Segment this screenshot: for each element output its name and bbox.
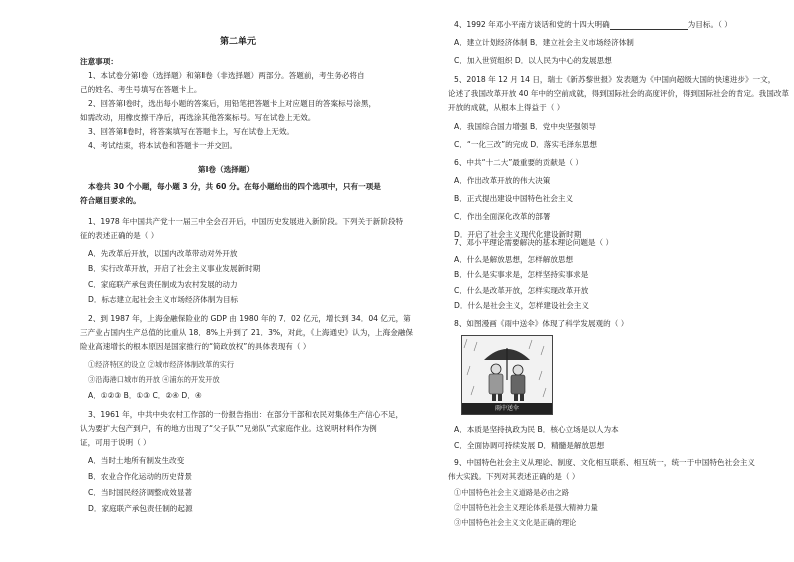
question-stem: 征的表述正确的是（ ） — [80, 231, 159, 240]
option: C．作出全面深化改革的部署 — [454, 212, 551, 221]
option: D．家庭联产承包责任制的起源 — [88, 504, 193, 513]
notice-line: 2、回答第Ⅰ卷时，选出每小题的答案后，用铅笔把答题卡上对应题目的答案标号涂黑， — [88, 99, 377, 108]
item-list: ①中国特色社会主义道路是必由之路 — [454, 488, 570, 497]
question-stem: 证，可用于说明（ ） — [80, 438, 151, 447]
question-stem — [454, 20, 732, 30]
option: B．农业合作化运动的历史背景 — [88, 472, 192, 481]
notice-line: 3、回答第Ⅱ卷时，将答案填写在答题卡上，写在试卷上无效。 — [88, 127, 295, 136]
option: B．实行改革开放，开启了社会主义事业发展新时期 — [88, 264, 261, 273]
question-stem: 认为要扩大包产到户，有的地方出现了“父子队”“兄弟队”式家庭作业。这说明材料作为例 — [80, 424, 377, 433]
question-stem: 5、2018 年 12 月 14 日，瑞士《新苏黎世报》发表题为《中国向超级大国的快速进步》一文， — [454, 75, 776, 84]
cartoon-caption: 雨中送伞 — [462, 403, 552, 414]
question-stem: 9、中国特色社会主义从理论、制度、文化相互联系、相互统一，统一于中国特色社会主义 — [454, 458, 755, 467]
option: D．什么是社会主义，怎样建设社会主义 — [454, 301, 589, 310]
option: A．建立计划经济体制 B．建立社会主义市场经济体制 — [454, 38, 634, 47]
section-intro: 本卷共 30 个小题，每小题 3 分，共 60 分。在每小题给出的四个选项中，只有一项是 — [88, 182, 381, 191]
option: B．什么是实事求是，怎样坚持实事求是 — [454, 270, 589, 279]
option: C．家庭联产承包责任制成为农村发展的动力 — [88, 280, 238, 289]
stem-prefix: 4、1992 年邓小平南方谈话和党的十四大明确 — [454, 20, 610, 29]
question-stem: 三产业占国内生产总值的比重从 18．8%上升到了 21．3%，对此，《上海通史》认为，上海金融保 — [80, 328, 414, 337]
question-stem: 8、如图漫画《雨中送伞》体现了科学发展观的（ ） — [454, 319, 629, 328]
question-stem: 6、中共“十二大”最重要的贡献是（ ） — [454, 158, 584, 167]
question-stem: 伟大实践。下列对其表述正确的是（ ） — [448, 472, 580, 481]
item-list: ②中国特色社会主义理论体系是强大精神力量 — [454, 503, 598, 512]
option: A．本质是坚持执政为民 B．核心立场是以人为本 — [454, 425, 619, 434]
option: A．作出改革开放的伟大决策 — [454, 176, 551, 185]
option: A．先改革后开放，以国内改革带动对外开放 — [88, 249, 238, 258]
item-list: ①经济特区的设立 ②城市经济体制改革的实行 — [88, 360, 235, 369]
question-stem: 3、1961 年，中共中央农村工作部的一份报告指出：在部分干部和农民对集体生产信心不足， — [88, 410, 404, 419]
option: C．什么是改革开放，怎样实现改革开放 — [454, 286, 589, 295]
option: D．标志建立起社会主义市场经济体制为目标 — [88, 295, 239, 304]
option: A．我国综合国力增强 B．党中央坚强领导 — [454, 122, 596, 131]
stem-suffix: 为目标。（ ） — [687, 20, 732, 29]
answer-blank — [610, 21, 688, 30]
cartoon-image — [461, 335, 553, 415]
option: D．开启了社会主义现代化建设新时期 — [454, 230, 582, 239]
section-title: 第Ⅰ卷（选择题） — [198, 165, 254, 174]
section-intro: 符合题目要求的。 — [80, 196, 141, 205]
question-stem: 论述了我国改革开放 40 年中的空前成就，得到国际社会的高度评价，得到国际社会的肯定。我国改革 — [448, 89, 790, 98]
option: C．加入世贸组织 D．以人民为中心的发展思想 — [454, 56, 612, 65]
notice-heading: 注意事项： — [80, 57, 118, 66]
question-stem: 7、邓小平理论需要解决的基本理论问题是（ ） — [454, 238, 614, 247]
item-list: ③中国特色社会主义文化是正确的理论 — [454, 518, 577, 527]
option: A．什么是解放思想，怎样解放思想 — [454, 255, 574, 264]
notice-line: 如需改动，用橡皮擦干净后，再选涂其他答案标号。写在试卷上无效。 — [80, 113, 316, 122]
notice-line: 1、本试卷分第Ⅰ卷（选择题）和第Ⅱ卷（非选择题）两部分。答题前，考生务必将自 — [88, 71, 365, 80]
option: C．当时国民经济调整成效显著 — [88, 488, 193, 497]
option: C．“一化三改”的完成 D．落实毛泽东思想 — [454, 140, 597, 149]
notice-line: 己的姓名、考生号填写在答题卡上。 — [80, 85, 202, 94]
option: C．全面协调可持续发展 D．精髓是解放思想 — [454, 441, 605, 450]
question-stem: 开放的成就，从根本上得益于（ ） — [448, 103, 565, 112]
option: B．正式提出建设中国特色社会主义 — [454, 194, 574, 203]
question-stem: 险业高速增长的根本原因是国家推行的“简政放权”的具体表现有（ ） — [80, 342, 311, 351]
rain-umbrella-illustration — [462, 336, 552, 403]
question-stem: 2、到 1987 年，上海金融保险业的 GDP 由 1980 年的 7．02 亿元，增长到 34．04 亿元，第 — [88, 314, 411, 323]
unit-title: 第二单元 — [220, 37, 257, 47]
option: A．①②③ B．①③ C．②④ D．④ — [88, 391, 202, 400]
item-list: ③沿海港口城市的开放 ④浦东的开发开放 — [88, 375, 220, 384]
question-stem: 1、1978 年中国共产党十一届三中全会召开后，中国历史发展进入新阶段。下列关于新阶段特 — [88, 217, 404, 226]
notice-line: 4、考试结束，将本试卷和答题卡一并交回。 — [88, 141, 238, 150]
option: A．当时土地所有制发生改变 — [88, 456, 185, 465]
